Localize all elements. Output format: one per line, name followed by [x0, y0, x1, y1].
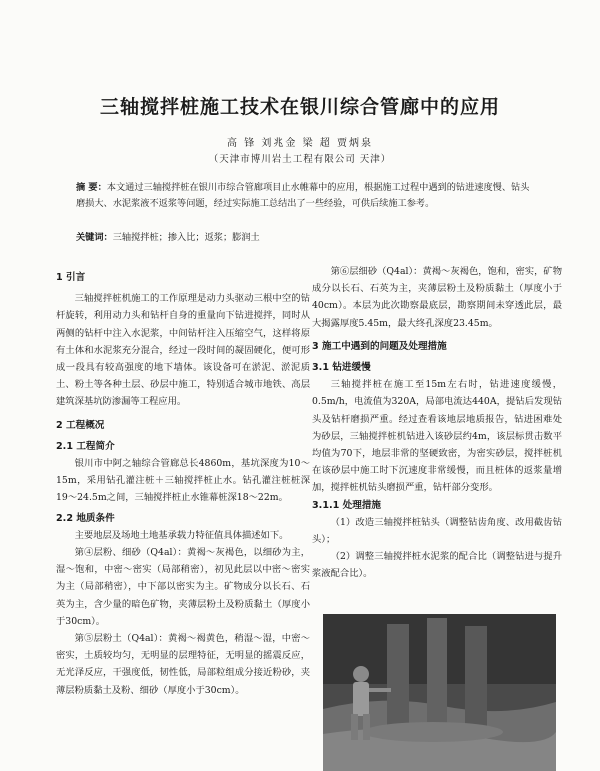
- subsection-heading: 2.2 地质条件: [56, 512, 115, 524]
- authors: 高 锋 刘兆金 梁 超 贾炳泉: [227, 138, 373, 149]
- photo-illustration: [323, 614, 556, 771]
- paragraph: 第④层粉、细砂（Q4al）：黄褐～灰褐色，以细砂为主，湿～饱和，中密～密实（局部稍密），初见此层以中密～密实为主（局部稍密），中下部以密实为主。矿物成分以长石、石英为主，含少量的暗色矿物，夹薄层粉土及粉质黏土（厚度小于30cm）。: [56, 547, 310, 627]
- paragraph: 第⑥层细砂（Q4al）：黄褐～灰褐色，饱和，密实，矿物成分以长石、石英为主，夹薄层粉土及粉质黏土（厚度小于40cm）。本层为此次勘察最底层，勘察期间未穿透此层，最大揭露厚度5.45m，最大终孔深度23.45m。: [312, 266, 562, 329]
- paragraph: 三轴搅拌桩机施工的工作原理是动力头驱动三根中空的钻杆旋转，利用动力头和钻杆自身的重量向下钻进搅拌，同时从两侧的钻杆中注入水泥浆，中间钻杆注入压缩空气，这样将原有土体和水泥浆充分混合，经过一段时间的凝固硬化，便可形成一段具有较高强度的地下墙体。该设备可在淤泥、淤泥质土、粉土等各种土层、砂层中施工，特别适合城市地铁、高层建筑深基坑防渗漏等工程应用。: [56, 293, 310, 408]
- abstract-label: 摘 要：: [76, 182, 107, 193]
- keywords-text: 三轴搅拌桩；掺入比；返浆；膨润土: [112, 232, 260, 243]
- section-heading: 3 施工中遇到的问题及处理措施: [312, 340, 447, 352]
- section-heading: 1 引言: [56, 272, 86, 283]
- subsubsection-heading: 3.1.1 处理措施: [312, 499, 382, 511]
- keywords-label: 关键词：: [76, 232, 113, 243]
- construction-photo: [323, 614, 556, 771]
- subsection-heading: 3.1 钻进缓慢: [312, 362, 371, 374]
- paragraph: 第⑤层粉土（Q4al）：黄褐～褐黄色，稍湿～湿，中密～密实，土质较均匀，无明显的层理特征，无明显的摇震反应，无光泽反应，干强度低，韧性低，局部粒组成分接近粉砂，夹薄层粉质黏土及粉、细砂（厚度小于30cm）。: [56, 633, 310, 696]
- left-column: [56, 263, 310, 699]
- paper-title: 三轴搅拌桩施工技术在银川综合管廊中的应用: [99, 96, 500, 118]
- affiliation: （天津市博川岩土工程有限公司 天津）: [208, 154, 392, 165]
- paragraph: 主要地层及场地土地基承载力特征值具体描述如下。: [74, 529, 289, 541]
- paragraph: 三轴搅拌桩在施工至15m左右时，钻进速度缓慢，0.5m/h，电流值为320A，局部电流达440A，提钻后发现钻头及钻杆磨损严重。经过查看该地层地质报告，钻进困难处为砂层，三轴搅拌桩机钻进入该砂层约4m，该层标贯击数平均值为70下，地层非常的坚硬致密，为密实砂层，搅拌桩机在该砂层中施工时下沉速度非常缓慢，而且桩体的返浆量增加，搅拌桩机钻头磨损严重，钻杆部分变形。: [312, 379, 562, 494]
- keywords: [76, 230, 538, 246]
- abstract: [76, 180, 538, 212]
- section-heading: 2 工程概况: [56, 419, 105, 431]
- list-item: （2）调整三轴搅拌桩水泥浆的配合比（调整钻进与提升浆液配合比）。: [312, 551, 562, 580]
- list-item: （1）改造三轴搅拌桩钻头（调整钻齿角度、改用截齿钻头）；: [312, 516, 562, 546]
- abstract-text: 本文通过三轴搅拌桩在银川市综合管廊项目止水帷幕中的应用，根据施工过程中遇到的钻进速度慢、钻头磨损大、水泥浆液不返浆等问题，经过实际施工总结出了一些经验，可供后续施工参考。: [76, 182, 530, 209]
- right-column: [312, 263, 562, 583]
- subsection-heading: 2.1 工程简介: [56, 440, 115, 452]
- paragraph: 银川市中阿之轴综合管廊总长4860m，基坑深度为10～15m，采用钻孔灌注桩＋三轴搅拌桩止水。钻孔灌注桩桩深19～24.5m之间，三轴搅拌桩止水锥幕桩深18～22m。: [56, 458, 310, 504]
